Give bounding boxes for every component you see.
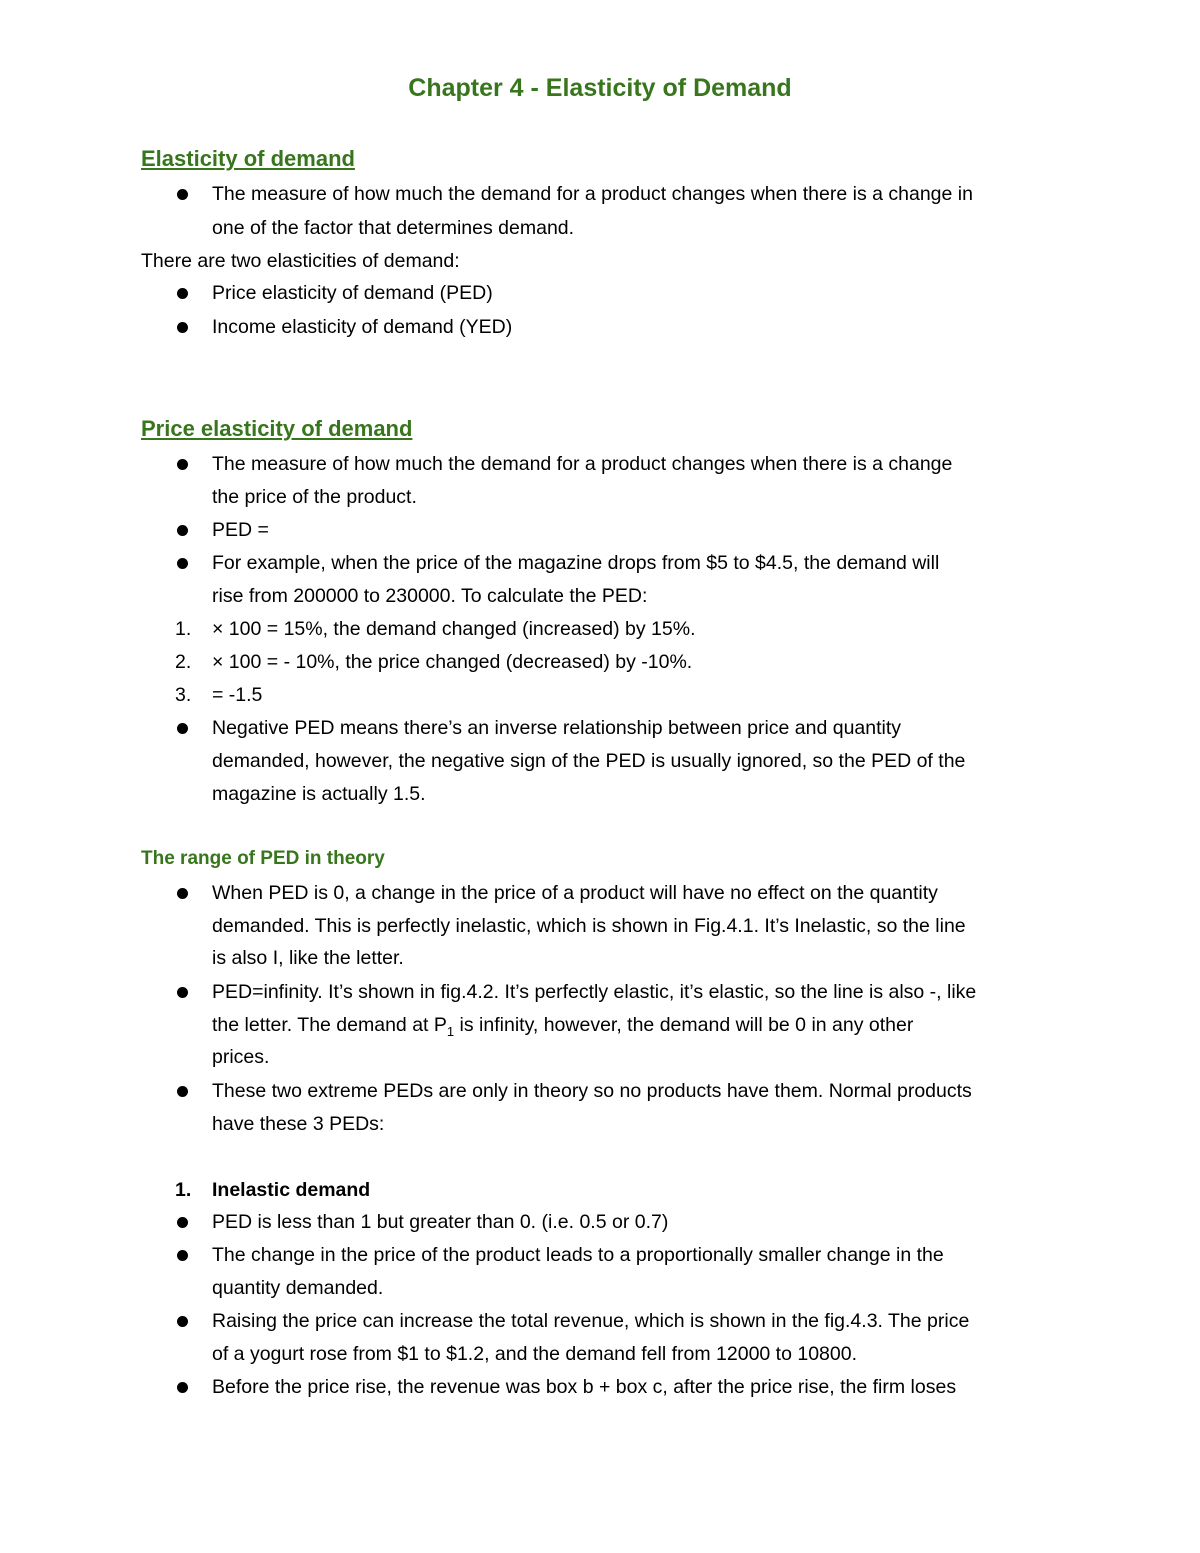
list-number: 3. bbox=[175, 684, 192, 706]
text-line: × 100 = 15%, the demand changed (increased) by 15%. bbox=[212, 618, 696, 640]
subscript: 1 bbox=[446, 1023, 455, 1039]
text-segment: the letter. The demand at P bbox=[212, 1014, 447, 1036]
text-line: There are two elasticities of demand: bbox=[141, 250, 460, 272]
text-line: prices. bbox=[212, 1046, 270, 1068]
bullet-icon bbox=[177, 288, 188, 299]
subheading-inelastic-demand: Inelastic demand bbox=[212, 1179, 371, 1201]
list-number: 1. bbox=[175, 618, 192, 640]
text-line: PED is less than 1 but greater than 0. (i.e. 0.5 or 0.7) bbox=[212, 1211, 669, 1233]
text-line: The measure of how much the demand for a product changes when there is a change in bbox=[212, 183, 973, 205]
text-line: magazine is actually 1.5. bbox=[212, 783, 426, 805]
text-line: quantity demanded. bbox=[212, 1277, 384, 1299]
list-item: Price elasticity of demand (PED) bbox=[212, 282, 493, 304]
heading-price-elasticity: Price elasticity of demand bbox=[141, 416, 413, 441]
bullet-icon bbox=[177, 459, 188, 470]
text-line: The change in the price of the product leads to a proportionally smaller change in the bbox=[212, 1244, 944, 1266]
text-line: These two extreme PEDs are only in theory so no products have them. Normal products bbox=[212, 1080, 972, 1102]
list-item: Income elasticity of demand (YED) bbox=[212, 316, 513, 338]
bullet-icon bbox=[177, 558, 188, 569]
list-number: 1. bbox=[175, 1179, 192, 1201]
bullet-icon bbox=[177, 1086, 188, 1097]
heading-elasticity-of-demand: Elasticity of demand bbox=[141, 146, 355, 171]
text-line: = -1.5 bbox=[212, 684, 263, 706]
heading-range-of-ped: The range of PED in theory bbox=[141, 848, 385, 869]
text-line: one of the factor that determines demand. bbox=[212, 217, 575, 239]
bullet-icon bbox=[177, 1316, 188, 1327]
bullet-icon bbox=[177, 525, 188, 536]
text-line: Raising the price can increase the total revenue, which is shown in the fig.4.3. The price bbox=[212, 1310, 970, 1332]
bullet-icon bbox=[177, 1382, 188, 1393]
text-line: PED = bbox=[212, 519, 269, 541]
bullet-icon bbox=[177, 322, 188, 333]
text-line: Before the price rise, the revenue was box b + box c, after the price rise, the firm loses bbox=[212, 1376, 957, 1398]
text-line: demanded. This is perfectly inelastic, which is shown in Fig.4.1. It’s Inelastic, so the line bbox=[212, 915, 966, 937]
text-line: is also I, like the letter. bbox=[212, 947, 404, 969]
text-line: the price of the product. bbox=[212, 486, 417, 508]
bullet-icon bbox=[177, 723, 188, 734]
text-line: demanded, however, the negative sign of the PED is usually ignored, so the PED of the bbox=[212, 750, 966, 772]
list-number: 2. bbox=[175, 651, 192, 673]
text-line: For example, when the price of the magazine drops from $5 to $4.5, the demand will bbox=[212, 552, 940, 574]
text-line: × 100 = - 10%, the price changed (decreased) by -10%. bbox=[212, 651, 693, 673]
text-line: The measure of how much the demand for a product changes when there is a change bbox=[212, 453, 953, 475]
text-line: rise from 200000 to 230000. To calculate the PED: bbox=[212, 585, 648, 607]
bullet-icon bbox=[177, 1217, 188, 1228]
bullet-icon bbox=[177, 189, 188, 200]
bullet-icon bbox=[177, 987, 188, 998]
bullet-icon bbox=[177, 888, 188, 899]
text-line: When PED is 0, a change in the price of a product will have no effect on the quantity bbox=[212, 882, 938, 904]
text-line: Negative PED means there’s an inverse relationship between price and quantity bbox=[212, 717, 902, 739]
bullet-icon bbox=[177, 1250, 188, 1261]
text-line: PED=infinity. It’s shown in fig.4.2. It’s perfectly elastic, it’s elastic, so the line is also -, like bbox=[212, 981, 977, 1003]
text-line: of a yogurt rose from $1 to $1.2, and the demand fell from 12000 to 10800. bbox=[212, 1343, 857, 1365]
text-line bbox=[212, 1012, 913, 1045]
page-title: Chapter 4 - Elasticity of Demand bbox=[408, 74, 792, 102]
text-segment: is infinity, however, the demand will be 0 in any other bbox=[454, 1014, 914, 1036]
text-line: have these 3 PEDs: bbox=[212, 1113, 385, 1135]
